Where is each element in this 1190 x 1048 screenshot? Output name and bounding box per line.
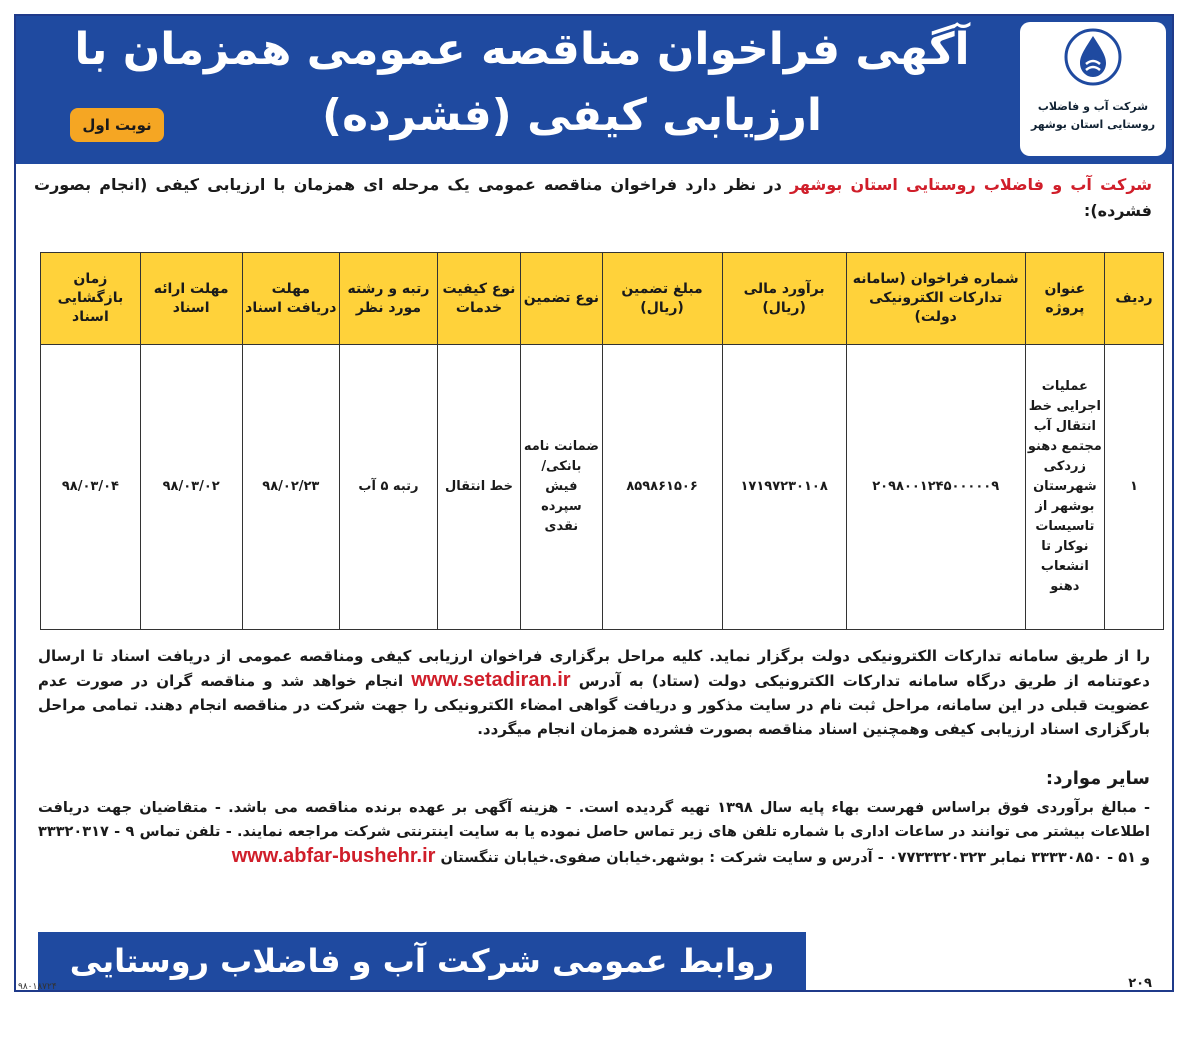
announcement-frame bbox=[14, 14, 1174, 1038]
logo-text-line1: شرکت آب و فاضلاب bbox=[1037, 100, 1149, 113]
table-cell: ۱ bbox=[1105, 345, 1164, 630]
header-cell: مهلت ارائه اسناد bbox=[140, 253, 242, 345]
ad-number: ۲۰۹ bbox=[1128, 976, 1152, 991]
table-cell: ۸۵۹۸۶۱۵۰۶ bbox=[602, 345, 722, 630]
table-cell: ۹۸/۰۳/۰۴ bbox=[41, 345, 141, 630]
table-cell: عملیات اجرایی خط انتقال آب مجتمع دهنو زردکی شهرستان بوشهر از تاسیسات نوکار تا انشعاب دهنو bbox=[1025, 345, 1104, 630]
body-text-part2: انجام خواهد شد و مناقصه گران در صورت عدم عضویت قبلی در این سامانه، مراحل ثبت نام در سایت مذکور و دریافت گواهی امضاء الکترونیکی را جهت شرکت در مناقصه انجام دهند. تمامی مراحل بارگزاری اسناد ارزیابی کیفی وهمچنین اسناد مناقصه بصورت فشرده همزمان انجام میگردد. bbox=[38, 672, 1150, 738]
table-cell: ۹۸/۰۳/۰۲ bbox=[140, 345, 242, 630]
title-line1: آگهی فراخوان مناقصه عمومی همزمان با bbox=[74, 24, 970, 75]
other-items-paragraph bbox=[38, 796, 1150, 870]
company-name: شرکت آب و فاضلاب روستایی استان بوشهر bbox=[789, 175, 1153, 194]
table-row bbox=[41, 345, 1164, 630]
table-cell: رتبه ۵ آب bbox=[340, 345, 438, 630]
header-cell: شماره فراخوان (سامانه تدارکات الکترونیکی دولت) bbox=[846, 253, 1025, 345]
table-cell: ۱۷۱۹۷۲۳۰۱۰۸ bbox=[722, 345, 846, 630]
table-cell: ۹۸/۰۲/۲۳ bbox=[242, 345, 340, 630]
other-items-title: سایر موارد: bbox=[1045, 768, 1150, 789]
header-banner bbox=[16, 16, 1172, 164]
header-cell: ردیف bbox=[1105, 253, 1164, 345]
header-cell: عنوان پروژه bbox=[1025, 253, 1104, 345]
table-cell: خط انتقال bbox=[437, 345, 520, 630]
tender-table bbox=[40, 252, 1164, 630]
intro-paragraph bbox=[34, 172, 1152, 224]
header-cell: مهلت دریافت اسناد bbox=[242, 253, 340, 345]
header-cell: نوع کیفیت خدمات bbox=[437, 253, 520, 345]
body-paragraph bbox=[38, 644, 1150, 741]
table-cell: ضمانت نامه بانکی/ فیش سپرده نقدی bbox=[521, 345, 602, 630]
header-cell: برآورد مالی (ریال) bbox=[722, 253, 846, 345]
setadiran-link[interactable]: www.setadiran.ir bbox=[411, 669, 571, 691]
header-cell: نوع تضمین bbox=[521, 253, 602, 345]
table-cell: ۲۰۹۸۰۰۱۲۴۵۰۰۰۰۰۹ bbox=[846, 345, 1025, 630]
header-cell: رتبه و رشته مورد نظر bbox=[340, 253, 438, 345]
logo-text-line2: روستایی استان بوشهر bbox=[1030, 118, 1156, 131]
header-cell: زمان بازگشایی اسناد bbox=[41, 253, 141, 345]
other-items-text: - مبالغ برآوردی فوق براساس فهرست بهاء پایه سال ۱۳۹۸ تهیه گردیده است. - هزینه آگهی بر عهده برنده مناقصه می باشد. - متقاضیان جهت دریافت اطلاعات بیشتر می توانند در ساعات اداری با شماره تلفن های زیر تماس حاصل نموده یا به سایت اینترنتی شرکت مراجعه نمایند. - تلفن تماس ۹ - ۳۳۳۲۰۳۱۷ و ۵۱ - ۳۳۳۳۰۸۵۰ نمابر ۰۷۷۳۳۳۲۰۳۲۳ - آدرس و سایت شرکت : بوشهر.خیابان صفوی.خیابان تنگستان bbox=[38, 800, 1151, 866]
intro-text: در نظر دارد فراخوان مناقصه عمومی یک مرحله ای همزمان با ارزیابی کیفی (انجام بصورت فشرده): bbox=[34, 175, 1152, 220]
table-header-row bbox=[41, 253, 1164, 345]
round-badge: نوبت اول bbox=[70, 108, 164, 142]
body-text-part1: را از طریق سامانه تدارکات الکترونیکی دولت برگزار نماید. کلیه مراحل برگزاری فراخوان ارزیابی کیفی ومناقصه عمومی از دریافت اسناد تا ارسال دعوتنامه از طریق درگاه سامانه تدارکات الکترونیکی دولت (ستاد) به آدرس bbox=[38, 647, 1150, 690]
company-logo bbox=[1020, 22, 1166, 156]
public-relations-bar: روابط عمومی شرکت آب و فاضلاب روستایی استان بوشهر bbox=[38, 932, 806, 990]
header-cell: مبلغ تضمین (ریال) bbox=[602, 253, 722, 345]
abfar-link[interactable]: www.abfar-bushehr.ir bbox=[231, 845, 436, 867]
print-code: ۹۸۰۱۸۷۲۴ bbox=[18, 982, 57, 992]
title-line2: ارزیابی کیفی (فشرده) bbox=[322, 90, 822, 141]
water-drop-logo-icon bbox=[1064, 28, 1122, 86]
